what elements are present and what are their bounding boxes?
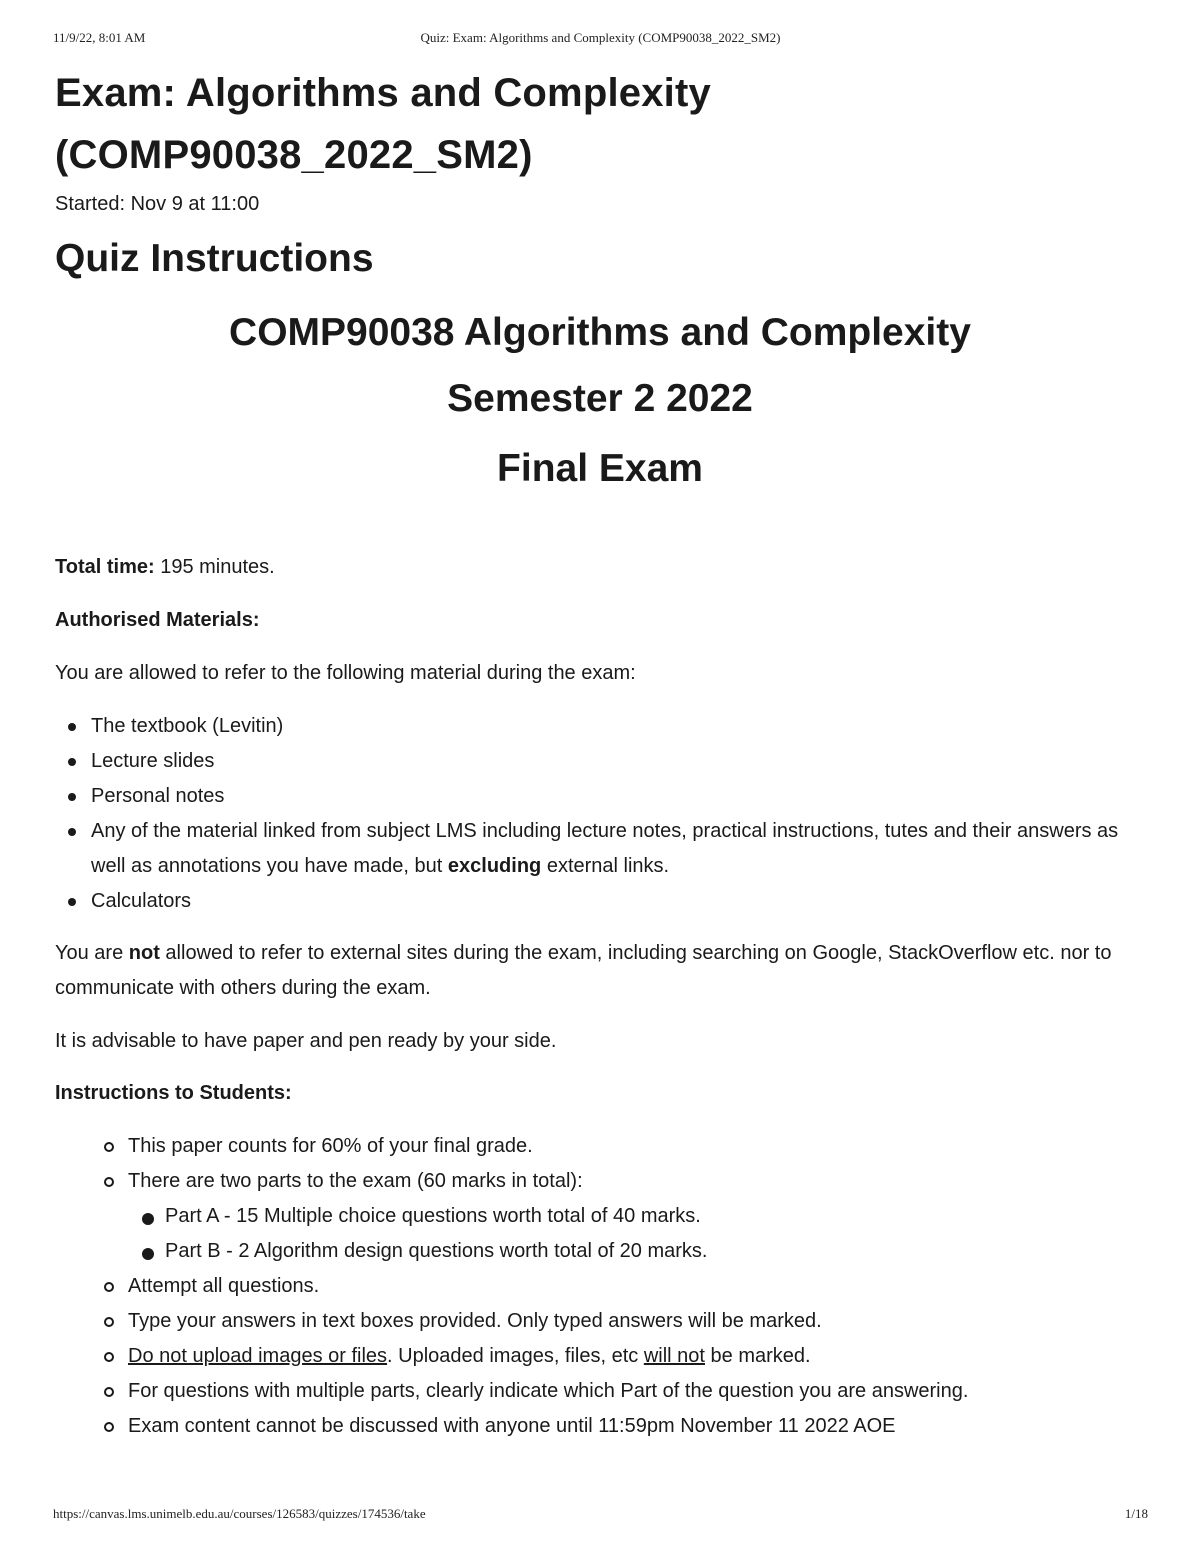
exam-title <box>55 62 1145 186</box>
not-emphasis: not <box>128 942 160 964</box>
no-upload-underlined: Do not upload images or files <box>128 1345 388 1367</box>
list-item-text: Any of the material linked from subject LMS including lecture notes, practical instructions, tutes and their answers as well as annotations you have made, but <box>91 820 1119 877</box>
total-time-label: Total time: <box>55 556 155 578</box>
list-item: The textbook (Levitin) <box>55 709 1145 744</box>
excluding-emphasis: excluding <box>447 855 542 877</box>
advisable-paragraph: It is advisable to have paper and pen ready by your side. <box>55 1030 557 1052</box>
list-item: Exam content cannot be discussed with anyone until 11:59pm November 11 2022 AOE <box>91 1409 1145 1444</box>
semester-heading: Semester 2 2022 <box>447 377 753 420</box>
list-item: Lecture slides <box>55 744 1145 779</box>
authorised-list <box>55 709 1145 919</box>
authorised-materials-heading: Authorised Materials: <box>55 609 260 631</box>
list-item-text-end: be marked. <box>704 1345 811 1367</box>
list-item: Personal notes <box>55 779 1145 814</box>
instructions-list <box>91 1129 1145 1444</box>
instructions-heading: Instructions to Students: <box>55 1082 292 1104</box>
list-item-text: There are two parts to the exam (60 marks in total): <box>128 1170 583 1192</box>
not-allowed-text: You are <box>55 942 129 964</box>
exam-title-line1: Exam: Algorithms and Complexity <box>55 71 711 115</box>
print-header <box>53 30 1148 48</box>
list-item: Part A - 15 Multiple choice questions worth total of 40 marks. <box>128 1199 1145 1234</box>
list-item: This paper counts for 60% of your final grade. <box>91 1129 1145 1164</box>
quiz-content <box>55 62 1145 1444</box>
list-item <box>91 1339 1145 1374</box>
course-heading: COMP90038 Algorithms and Complexity <box>229 311 971 354</box>
started-time: Started: Nov 9 at 11:00 <box>55 193 260 215</box>
list-item <box>91 1164 1145 1269</box>
total-time <box>55 550 1145 585</box>
list-item: Attempt all questions. <box>91 1269 1145 1304</box>
print-page-number: 1/18 <box>1124 1506 1148 1521</box>
list-item: Part B - 2 Algorithm design questions worth total of 20 marks. <box>128 1234 1145 1269</box>
list-item: Calculators <box>55 884 1145 919</box>
exam-title-line2: (COMP90038_2022_SM2) <box>55 133 533 177</box>
list-item-text: . Uploaded images, files, etc <box>387 1345 644 1367</box>
not-allowed-paragraph <box>55 936 1145 1006</box>
print-url: https://canvas.lms.unimelb.edu.au/courses/126583/quizzes/174536/take <box>53 1506 426 1521</box>
list-item: For questions with multiple parts, clearly indicate which Part of the question you are answering. <box>91 1374 1145 1409</box>
print-datetime: 11/9/22, 8:01 AM <box>53 30 146 45</box>
print-footer <box>53 1506 1148 1524</box>
quiz-instructions-heading: Quiz Instructions <box>55 237 374 280</box>
total-time-value: 195 minutes. <box>154 556 275 578</box>
parts-list <box>128 1199 1145 1269</box>
list-item <box>55 814 1145 884</box>
final-exam-heading: Final Exam <box>497 447 703 490</box>
print-page-title: Quiz: Exam: Algorithms and Complexity (COMP90038_2022_SM2) <box>420 30 781 45</box>
not-allowed-text-end: allowed to refer to external sites during the exam, including searching on Google, StackOverflow etc. nor to communicate with others during the exam. <box>55 942 1112 999</box>
will-not-underlined: will not <box>643 1345 705 1367</box>
list-item-text-end: external links. <box>541 855 670 877</box>
list-item: Type your answers in text boxes provided. Only typed answers will be marked. <box>91 1304 1145 1339</box>
authorised-intro: You are allowed to refer to the following material during the exam: <box>55 662 636 684</box>
